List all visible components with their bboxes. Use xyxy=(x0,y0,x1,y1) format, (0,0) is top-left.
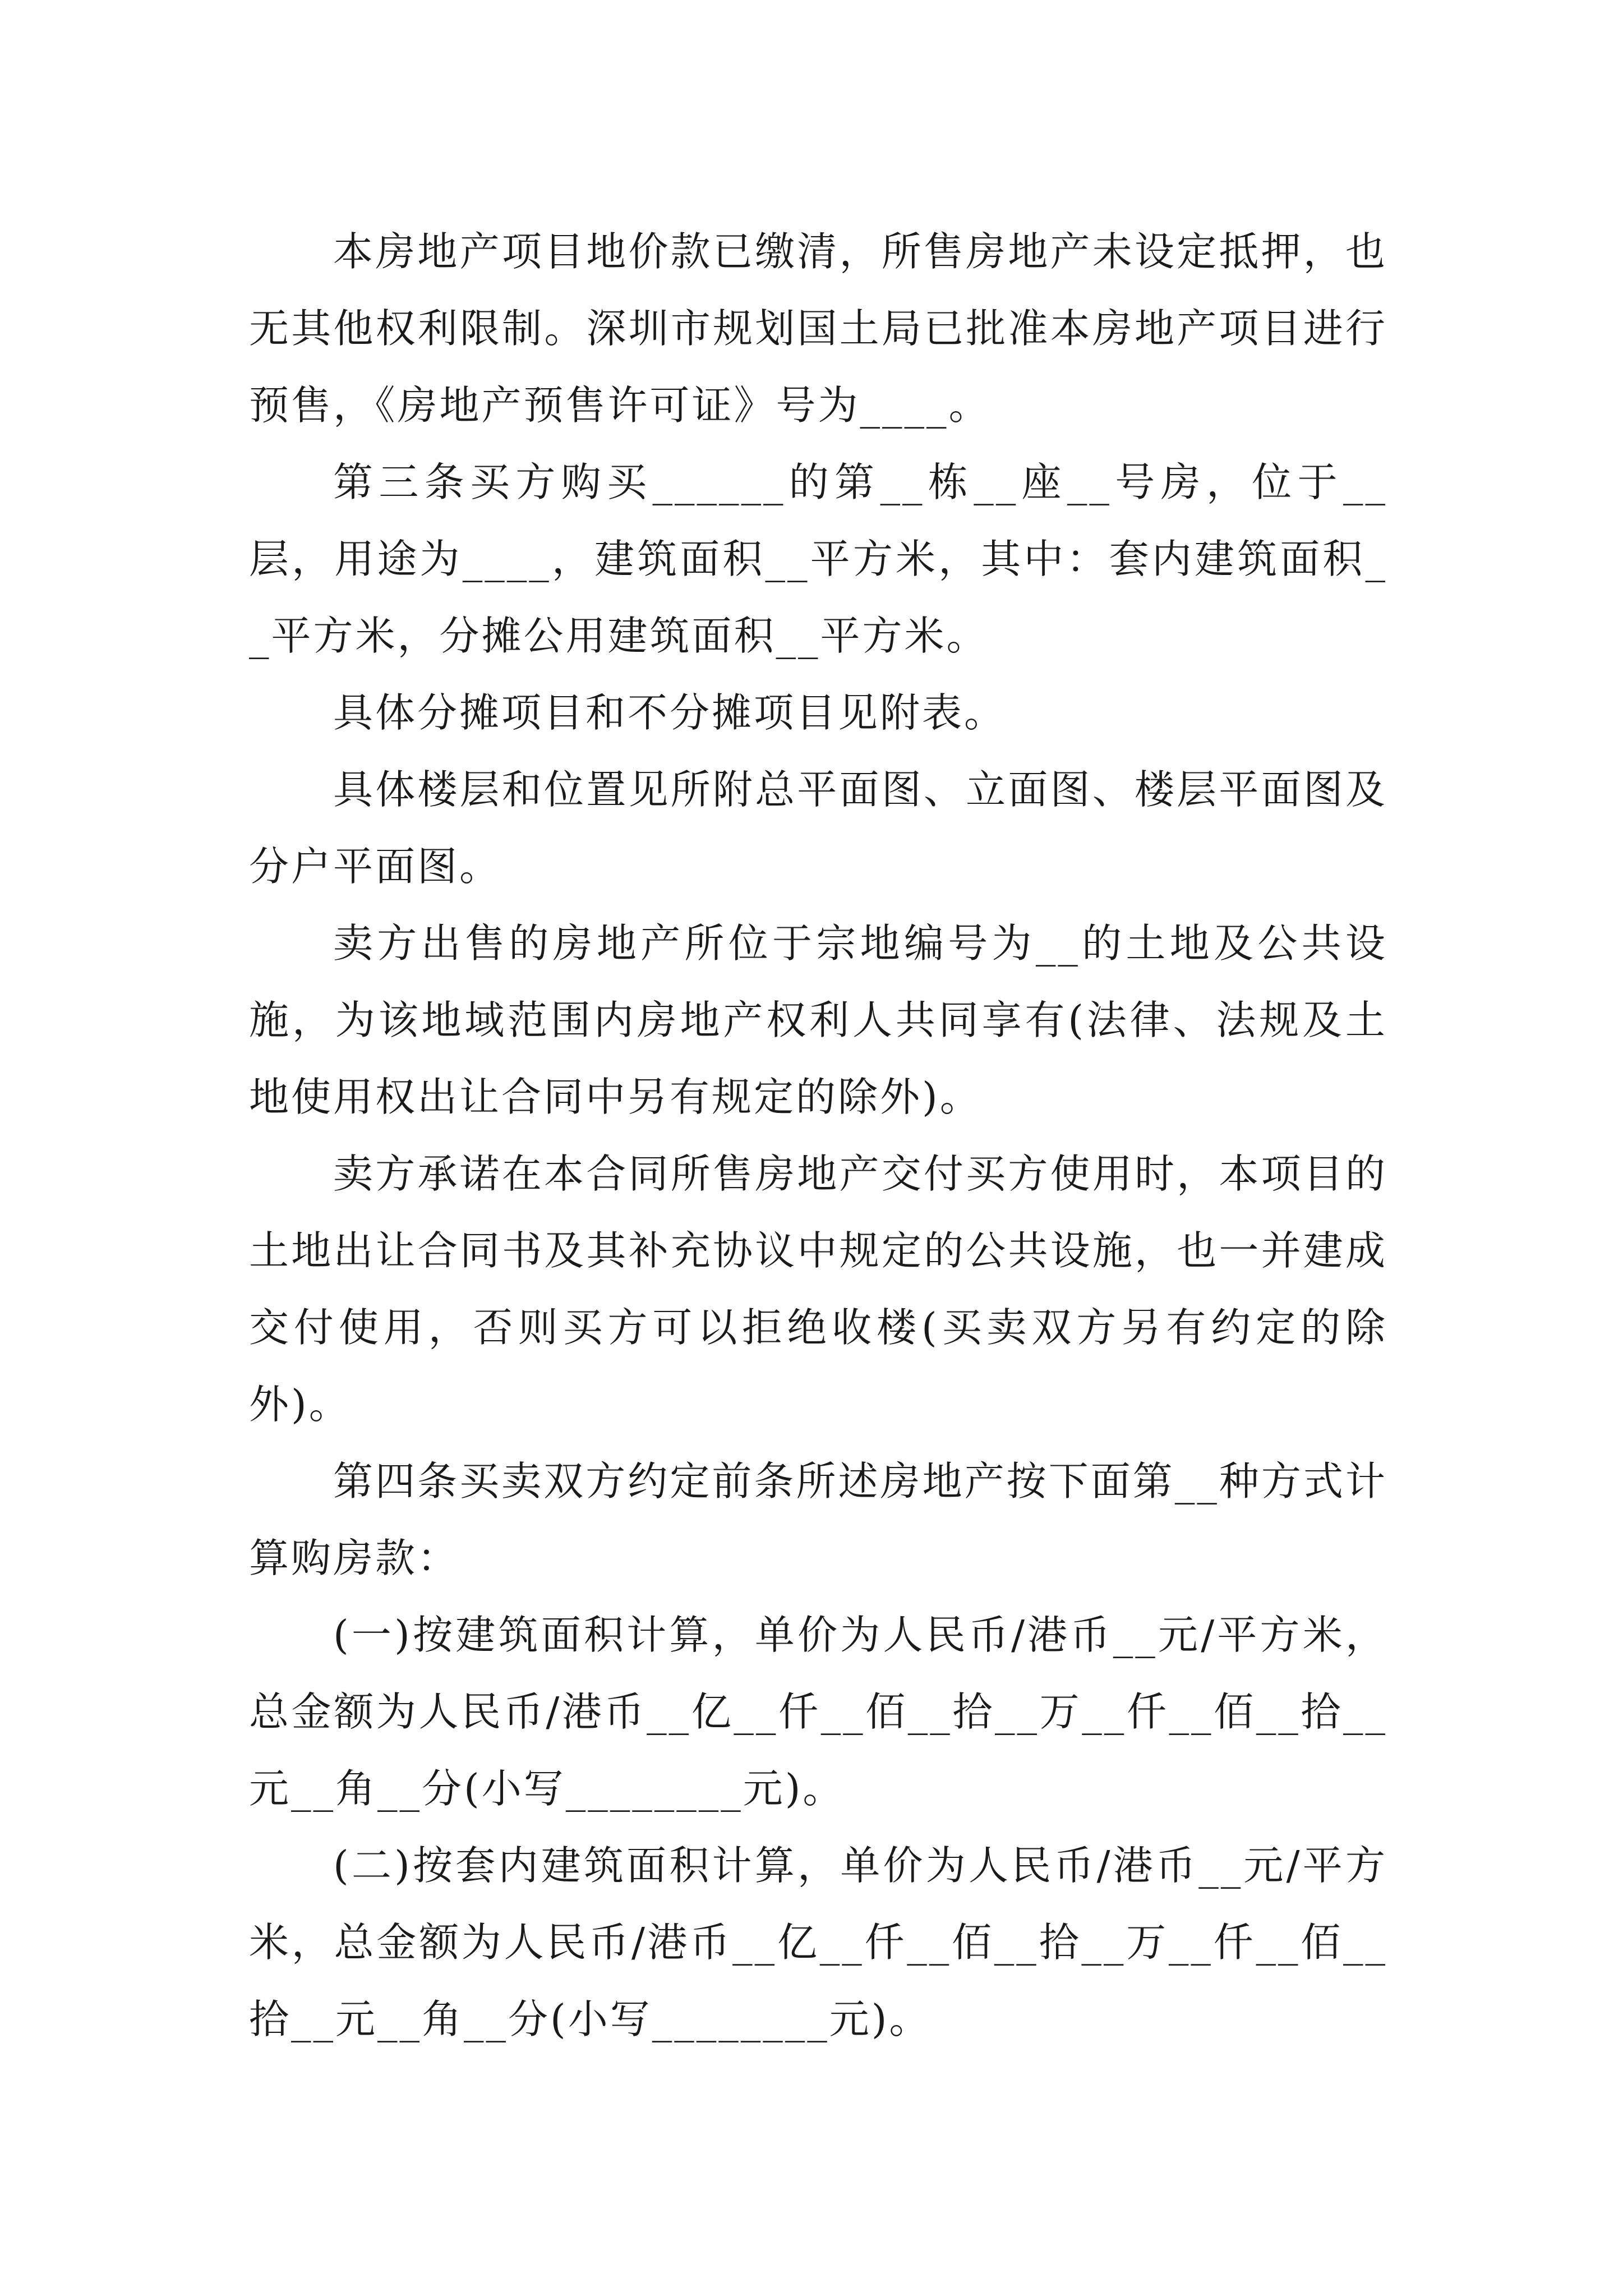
paragraph-article-3: 第三条买方购买______的第__栋__座__号房，位于__层，用途为____，建筑面积__平方米，其中：套内建筑面积__平方米，分摊公用建筑面积__平方米。 xyxy=(249,459,1387,659)
paragraph-land-price: 本房地产项目地价款已缴清，所售房地产未设定抵押，也无其他权利限制。深圳市规划国土局已批准本房地产项目进行预售，《房地产预售许可证》号为____。 xyxy=(249,228,1387,429)
paragraph-shared-items: 具体分摊项目和不分摊项目见附表。 xyxy=(333,689,1007,736)
paragraph-article-4: 第四条买卖双方约定前条所述房地产按下面第__种方式计算购房款： xyxy=(249,1458,1387,1581)
paragraph-seller-promise: 卖方承诺在本合同所售房地产交付买方使用时，本项目的土地出让合同书及其补充协议中规定的公共设施，也一并建成交付使用，否则买方可以拒绝收楼(买卖双方另有约定的除外)。 xyxy=(249,1151,1387,1428)
paragraph-method-2: (二)按套内建筑面积计算，单价为人民币/港币__元/平方米，总金额为人民币/港币__亿__仟__佰__拾__万__仟__佰__拾__元__角__分(小写________元)。 xyxy=(249,1842,1387,2042)
paragraph-method-1: (一)按建筑面积计算，单价为人民币/港币__元/平方米，总金额为人民币/港币__亿__仟__佰__拾__万__仟__佰__拾__元__角__分(小写________元)。 xyxy=(249,1612,1387,1812)
paragraph-floor-plans: 具体楼层和位置见所附总平面图、立面图、楼层平面图及分户平面图。 xyxy=(249,766,1387,890)
paragraph-public-facilities: 卖方出售的房地产所位于宗地编号为__的土地及公共设施，为该地域范围内房地产权利人共同享有(法律、法规及土地使用权出让合同中另有规定的除外)。 xyxy=(249,920,1387,1120)
document-body xyxy=(249,213,1387,2058)
